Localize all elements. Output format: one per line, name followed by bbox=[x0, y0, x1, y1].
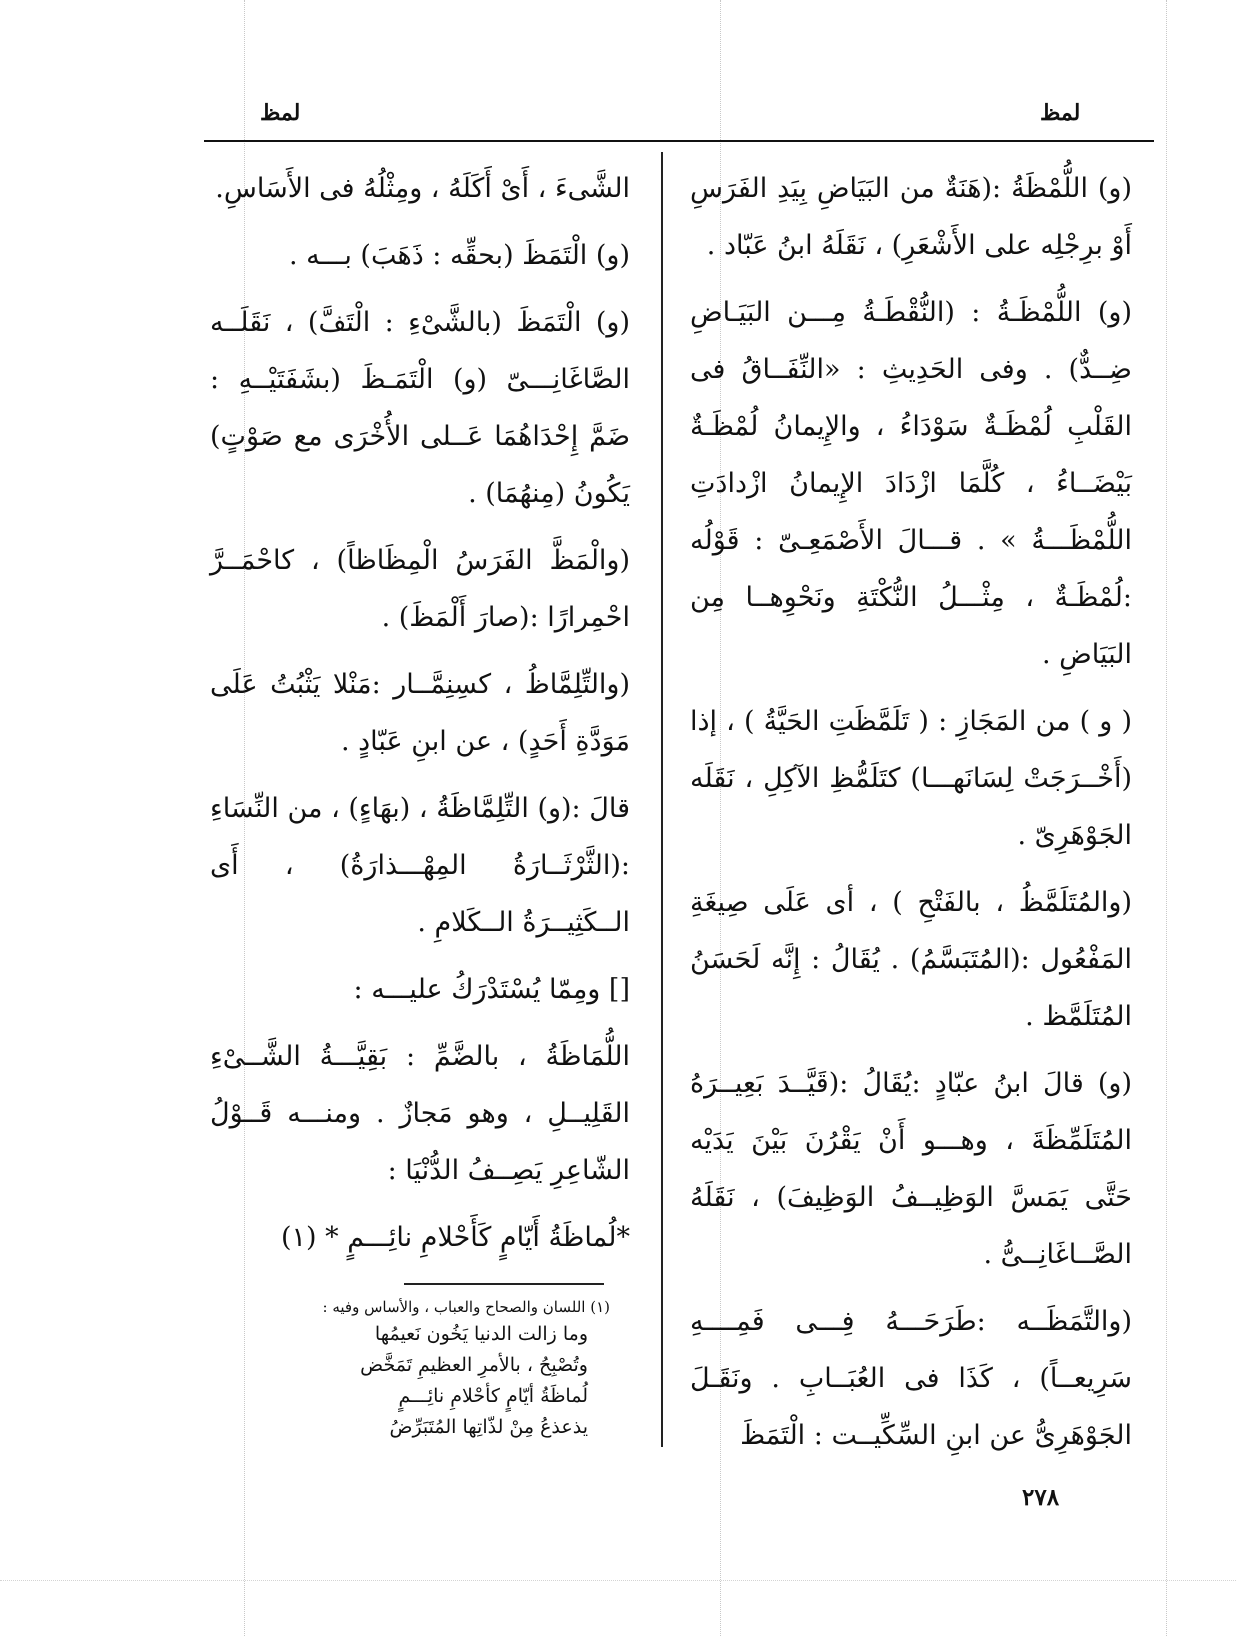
entry-paragraph: الشَّىءَ ، أَىْ أَكَلَهُ ، ومِثْلُهُ فى الأَسَاسِ. bbox=[215, 173, 630, 204]
entry-paragraph: اللُّمَاظَةُ ، بالضَّمِّ : بَقِيَّـــةُ الشَّــىْءِ القَلِيــلِ ، وهو مَجازٌ . ومنـــه قَــوْلُ الشّاعِرِ يَصِــفُ الدُّنْيَا : bbox=[210, 1041, 630, 1186]
footnote bbox=[210, 1296, 610, 1443]
footnote-verse-line: لُماظَةُ أيّامٍ كأحْلامِ نائِـــمٍ bbox=[398, 1385, 588, 1407]
entry-paragraph: (و) اللُّمْظَةُ :(هَنَةٌ من البَيَاضِ بِيَدِ الفَرَسِ أَوْ برِجْلِه على الأَشْعَرِ) ، نَقَلَهُ ابنُ عَبّاد . bbox=[690, 173, 1132, 261]
entry-paragraph: (و) اللُّمْظَـةُ : (النُّقْطَـةُ مِـــن البَيَـاضِ ضِــدٌّ) . وفى الحَدِيثِ : «النِّفَــاقُ فى القَلْبِ لُمْظَـةٌ سَوْدَاءُ ، والإِيمانُ لُمْظَـةٌ بَيْضَــاءُ ، كُلَّمَا ازْدَادَ الإِيمانُ ازْدادَتِ اللُّمْظَـــةُ » . قـــالَ الأَصْمَعِـىّ : قَوْلُه :لُمْظَـةٌ ، مِثْـــلُ النُّكْتَةِ ونَحْوِهــا مِن البَيَاضِ . bbox=[690, 297, 1132, 670]
header-rule bbox=[204, 140, 1154, 142]
entry-paragraph: (و) الْتَمَظَ (بحقِّه : ذَهَبَ) بـــه . bbox=[288, 240, 630, 271]
left-column bbox=[210, 160, 630, 1276]
footnote-source: (١) اللسان والصحاح والعباب ، والأساس وفيه : bbox=[322, 1298, 610, 1316]
entry-paragraph: (والمُتَلَمَّظُ ، بالفَتْحِ ) ، أى عَلَى صِيغَةِ المَفْعُول :(المُتَبَسَّمُ) . يُقَالُ : إِنَّه لَحَسَنُ المُتَلَمَّظ . bbox=[690, 887, 1132, 1032]
column-divider bbox=[661, 152, 663, 1447]
header-left-word: لمظ bbox=[260, 100, 301, 126]
entry-paragraph: (والْمَظَّ الفَرَسُ الْمِظَاظاً) ، كاحْمَــرَّ احْمِرارًا :(صارَ أَلْمَظَ) . bbox=[210, 545, 630, 633]
footnote-verse-line: وما زالت الدنيا يَخُون نَعيمُها bbox=[374, 1323, 588, 1345]
footnote-rule bbox=[404, 1283, 604, 1285]
entry-paragraph: ( و ) من المَجَازِ : ( تَلَمَّظَتِ الحَيَّةُ ) ، إذا (أَخْــرَجَتْ لِسَانَهـــا) كتَلَمُّظِ الآكِلِ ، نَقَلَه الجَوْهَرِىّ . bbox=[690, 706, 1132, 851]
scan-artifact-line bbox=[1166, 0, 1167, 1636]
entry-paragraph: قالَ :(و) التِّلِمَّاظَةُ ، (بهَاءٍ) ، من النِّسَاءِ :(الثَّرْثَــارَةُ المِهْـــذارَةُ) ، أَى الــكَثِيــرَةُ الــكَلامِ . bbox=[210, 793, 630, 938]
header-right-word: لمظ bbox=[1040, 100, 1081, 126]
page-number: ٢٧٨ bbox=[1022, 1484, 1060, 1511]
entry-paragraph: (والتِّلِمَّاظُ ، كسِنِمَّــار :مَنْلا يَثْبُتُ عَلَى مَوَدَّةِ أَحَدٍ) ، عن ابنِ عَبّادٍ . bbox=[210, 669, 630, 757]
entry-paragraph: (و) الْتَمَظَ (بالشَّىْءِ : الْتَفَّ) ، نَقَلَــه الصَّاغَانِـــىّ (و) الْتَمَـظَ (بشَفَتَيْــهِ : ضَمَّ إِحْدَاهُمَا عَــلى الأُخْرَى مع صَوْتٍ) يَكُونُ (مِنهُمَا) . bbox=[210, 307, 630, 509]
scan-artifact-line bbox=[0, 1580, 1236, 1581]
entry-paragraph: (والتَّمَظَــه :طَرَحَـــهُ فِـــى فَمِــــهِ سَرِيعــاً) ، كَذَا فى العُبَــابِ . ونَقَـلَ الجَوْهَرِىُّ عن ابنِ السِّكِّيــت : الْتَمَظَ bbox=[690, 1306, 1132, 1451]
footnote-verse-line: وتُصْبِحُ ، بالأمرِ العظيمِ تَمَخَّض bbox=[360, 1354, 588, 1376]
entry-paragraph: (و) قالَ ابنُ عبّادٍ :يُقَالُ :(قَيَّــدَ بَعِيــرَهُ المُتَلَمِّظَةَ ، وهـــو أَنْ يَقْرُنَ بَيْنَ يَدَيْه حَتَّى يَمَسَّ الوَظِيــفُ الوَظِيفَ) ، نَقَلَهُ الصَّــاغَانِــىُّ . bbox=[690, 1068, 1132, 1270]
verse-line: *لُماظَةُ أَيّامٍ كَأَحْلامِ نائِـــمٍ * (١) bbox=[280, 1222, 630, 1253]
footnote-verse-line: يذعذعُ مِنْ لذّاتِها المُتَبَرِّضُ bbox=[389, 1416, 588, 1438]
right-column bbox=[690, 160, 1132, 1474]
section-heading: [] ومِمّا يُسْتَدْرَكُ عليـــه : bbox=[353, 974, 630, 1005]
